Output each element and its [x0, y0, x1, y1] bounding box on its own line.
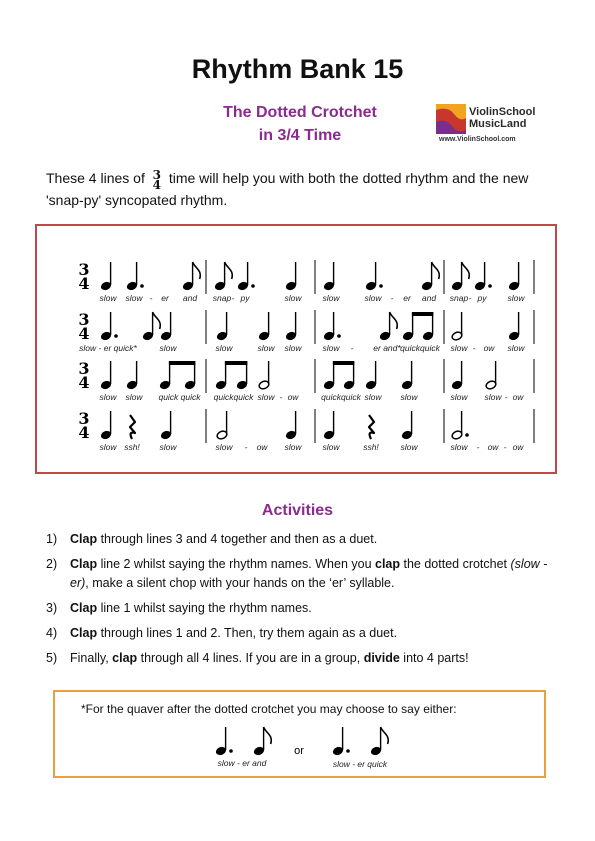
crotchet-note: [216, 312, 228, 341]
activity-keyword: clap: [375, 557, 401, 571]
rhythm-syllable: py: [477, 293, 487, 303]
activity-item-4: [46, 624, 566, 643]
violinschool-logo[interactable]: [436, 103, 556, 148]
rhythm-syllable: snap: [212, 293, 232, 303]
rhythm-syllable: quickquick: [400, 343, 440, 353]
crotchet-note: [451, 361, 463, 390]
time-signature-bottom: 4: [78, 373, 90, 392]
quaver-note: [142, 312, 160, 341]
rhythm-line-1: [78, 260, 534, 303]
rhythm-syllable: slow: [257, 343, 275, 353]
rhythm-syllable: -: [472, 343, 476, 353]
logo-line-2: MusicLand: [469, 118, 527, 130]
rhythm-line-3: [78, 359, 534, 402]
crotchet-note: [365, 361, 377, 390]
time-signature-top: 3: [78, 359, 90, 378]
rhythm-syllable: -: [231, 293, 235, 303]
rhythm-syllable: slow: [125, 293, 143, 303]
note-flag: [381, 727, 389, 744]
activity-keyword: Clap: [70, 601, 98, 615]
note-beam: [169, 361, 195, 365]
rhythm-syllable: quick quick: [158, 392, 201, 402]
crotchet-note: [285, 262, 297, 291]
rhythm-syllable: slow: [159, 343, 177, 353]
activity-number: 5): [46, 651, 58, 665]
rhythm-syllable: slow: [400, 392, 418, 402]
activity-item-3: [46, 599, 566, 618]
beamed-quavers: [215, 361, 248, 390]
rhythm-syllable: ssh!: [363, 442, 379, 452]
rhythm-syllable: -: [504, 392, 508, 402]
footnote-notation: [55, 692, 548, 780]
rhythm-syllable: slow: [364, 293, 382, 303]
note-dot: [465, 433, 469, 437]
rhythm-syllable: quickquick: [321, 392, 361, 402]
note-dot: [114, 334, 118, 338]
activity-text: line 1 whilst saying the rhythm names.: [97, 601, 312, 615]
beamed-quavers: [159, 361, 196, 390]
dotted-crotchet-note: [237, 262, 255, 291]
note-flag: [462, 262, 470, 279]
intro-after: time will help you with both the dotted rhythm and the new 'snap-py' syncopated rhythm.: [46, 170, 529, 208]
activity-keyword: Clap: [70, 626, 98, 640]
note-flag: [432, 262, 440, 279]
note-dot: [379, 284, 383, 288]
activity-text: line 2 whilst saying the rhythm names. When you: [97, 557, 375, 571]
note-flag: [153, 312, 161, 329]
rhythm-syllable: -: [476, 442, 480, 452]
rhythm-syllable: slow: [400, 442, 418, 452]
rhythm-syllable: -: [350, 343, 354, 353]
rhythm-syllable: -: [390, 293, 394, 303]
rhythm-syllable: ow: [512, 392, 524, 402]
note-dot: [337, 334, 341, 338]
crotchet-note: [508, 262, 520, 291]
crotchet-note: [401, 361, 413, 390]
note-dot: [346, 749, 350, 753]
rhythm-syllable: ow: [287, 392, 299, 402]
rhythm-syllable: -: [503, 442, 507, 452]
dotted-crotchet-note: [365, 262, 383, 291]
intro-before: These 4 lines of: [46, 170, 145, 186]
rhythm-syllable: -: [244, 442, 248, 452]
quaver-note: [379, 312, 397, 341]
rhythm-syllable: slow: [159, 442, 177, 452]
logo-text: [469, 106, 535, 130]
rhythm-syllable: slow: [125, 392, 143, 402]
rhythm-syllable: slow: [284, 293, 302, 303]
rhythm-syllable: er: [403, 293, 411, 303]
quaver-note: [214, 262, 232, 291]
quaver-note: [182, 262, 200, 291]
crotchet-note: [323, 262, 335, 291]
time-signature-bottom: 4: [78, 423, 90, 442]
rhythm-line-4: [78, 409, 534, 452]
note-dot: [251, 284, 255, 288]
time-signature-bottom: 4: [152, 178, 162, 192]
rhythm-syllable: -: [468, 293, 472, 303]
dotted-crotchet-note: [215, 727, 233, 756]
rhythm-syllable: slow: [99, 392, 117, 402]
note-flag: [193, 262, 201, 279]
beamed-quavers: [323, 361, 355, 390]
dotted-crotchet-note: [474, 262, 492, 291]
rhythm-syllable: ssh!: [124, 442, 140, 452]
activities-list: [46, 530, 566, 674]
activity-keyword: divide: [363, 651, 400, 665]
time-signature-inline: [151, 170, 163, 190]
rhythm-syllable: quickquick: [213, 392, 254, 402]
rhythm-syllable: slow: [484, 392, 502, 402]
minim-note: [258, 361, 270, 390]
crotchet-note: [285, 411, 297, 440]
quaver-note: [451, 262, 469, 291]
time-signature-top: 3: [152, 168, 162, 182]
logo-line-1: ViolinSchool: [469, 106, 536, 118]
rhythm-syllable: er and*: [373, 343, 401, 353]
rhythm-syllable: -: [149, 293, 153, 303]
activity-number: 2): [46, 557, 58, 571]
rhythm-syllable: slow: [257, 392, 275, 402]
note-flag: [225, 262, 233, 279]
crotchet-note: [100, 262, 112, 291]
rhythm-syllable: slow: [507, 343, 525, 353]
beamed-quavers: [402, 312, 434, 341]
rhythm-syllable: slow: [215, 442, 233, 452]
crotchet-rest: [130, 415, 135, 439]
activity-keyword: Clap: [70, 557, 98, 571]
crotchet-rest: [369, 415, 374, 439]
rhythm-syllable: slow - er and: [217, 758, 267, 768]
footnote-text: *For the quaver after the dotted crotchet you may choose to say either:: [81, 702, 457, 716]
time-signature-top: 3: [78, 409, 90, 428]
crotchet-note: [100, 361, 112, 390]
activity-number: 1): [46, 532, 58, 546]
rhythm-syllable: py: [240, 293, 250, 303]
subtitle-line-2: in 3/4 Time: [258, 127, 342, 144]
page-title: Rhythm Bank 15: [191, 54, 404, 84]
activity-text: Finally,: [70, 651, 113, 665]
rhythm-syllable: ow: [487, 442, 499, 452]
rhythm-syllable: -: [279, 392, 283, 402]
rhythm-syllable: slow: [284, 442, 302, 452]
activity-item-1: [46, 530, 566, 549]
dotted-crotchet-note: [323, 312, 341, 341]
rhythm-line-2: [78, 310, 534, 353]
or-text: or: [294, 745, 304, 757]
quaver-note: [253, 727, 271, 756]
rhythm-syllable: slow: [322, 442, 340, 452]
rhythm-syllable: slow: [450, 343, 468, 353]
footnote-examples: [215, 727, 388, 769]
activity-text: the dotted crotchet: [400, 557, 511, 571]
footnote-box: [53, 690, 546, 778]
crotchet-note: [126, 361, 138, 390]
rhythm-lines-box: [35, 224, 557, 474]
rhythm-syllable: ow: [512, 442, 524, 452]
rhythm-syllable: slow - er quick*: [79, 343, 137, 353]
crotchet-note: [258, 312, 270, 341]
time-signature-top: 3: [78, 310, 90, 329]
activity-item-2: [46, 555, 566, 593]
rhythm-syllable: ow: [256, 442, 268, 452]
rhythm-syllable: slow: [450, 442, 468, 452]
activities-heading: Activities: [261, 502, 334, 519]
activity-keyword: clap: [112, 651, 138, 665]
crotchet-note: [323, 411, 335, 440]
activity-number: 4): [46, 626, 58, 640]
rhythm-syllable: ow: [483, 343, 495, 353]
activity-text: , make a silent chop with your hands on the ‘er’ syllable.: [85, 576, 395, 590]
crotchet-note: [401, 411, 413, 440]
crotchet-note: [160, 411, 172, 440]
activity-text: through lines 3 and 4 together and then as a duet.: [97, 532, 378, 546]
rhythm-syllable: slow: [284, 343, 302, 353]
dotted-minim-note: [451, 411, 469, 440]
rhythm-syllable: and: [182, 293, 198, 303]
dotted-crotchet-note: [100, 312, 118, 341]
rhythm-syllable: slow: [364, 392, 382, 402]
time-signature-bottom: 4: [78, 274, 90, 293]
rhythm-syllable: slow: [322, 343, 340, 353]
rhythm-syllable: slow - er quick: [332, 759, 388, 769]
note-dot: [229, 749, 233, 753]
activity-text: (slow - er): [70, 557, 548, 590]
rhythm-syllable: slow: [215, 343, 233, 353]
rhythm-syllable: slow: [322, 293, 340, 303]
minim-note: [216, 411, 228, 440]
minim-note: [451, 312, 463, 341]
note-flag: [390, 312, 398, 329]
crotchet-note: [285, 312, 297, 341]
minim-note: [485, 361, 497, 390]
rhythm-syllable: slow: [99, 293, 117, 303]
quaver-note: [370, 727, 388, 756]
note-beam: [412, 312, 433, 316]
subtitle-line-1: The Dotted Crotchet: [223, 104, 377, 121]
activity-item-5: [46, 649, 566, 668]
rhythm-syllable: er: [161, 293, 169, 303]
activity-number: 3): [46, 601, 58, 615]
activity-keyword: Clap: [70, 532, 98, 546]
dotted-crotchet-note: [332, 727, 350, 756]
time-signature-top: 3: [78, 260, 90, 279]
logo-mark-icon: [436, 104, 466, 134]
rhythm-syllable: and: [421, 293, 437, 303]
rhythm-syllable: snap: [449, 293, 469, 303]
subtitle: [150, 101, 450, 147]
rhythm-syllable: slow: [507, 293, 525, 303]
activity-text: through all 4 lines. If you are in a group,: [137, 651, 364, 665]
note-beam: [333, 361, 354, 365]
note-flag: [264, 727, 272, 744]
note-dot: [140, 284, 144, 288]
note-beam: [225, 361, 247, 365]
rhythm-notation: [37, 226, 559, 476]
activity-text: through lines 1 and 2. Then, try them again as a duet.: [97, 626, 398, 640]
logo-url: www.ViolinSchool.com: [439, 136, 516, 143]
dotted-crotchet-note: [126, 262, 144, 291]
crotchet-note: [100, 411, 112, 440]
intro-paragraph: [46, 168, 556, 211]
note-dot: [488, 284, 492, 288]
rhythm-syllable: slow: [450, 392, 468, 402]
crotchet-note: [508, 312, 520, 341]
rhythm-syllable: slow: [99, 442, 117, 452]
activity-text: into 4 parts!: [399, 651, 469, 665]
time-signature-bottom: 4: [78, 324, 90, 343]
crotchet-note: [160, 312, 172, 341]
quaver-note: [421, 262, 439, 291]
